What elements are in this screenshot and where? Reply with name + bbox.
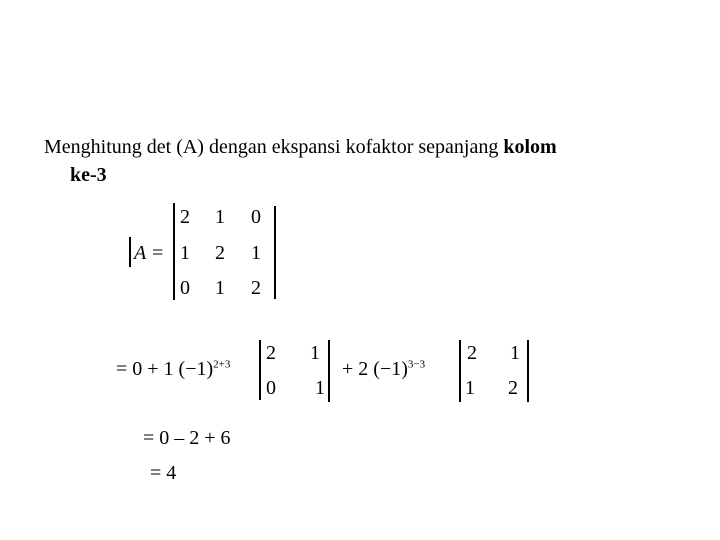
matrix-cell: 0	[251, 206, 261, 228]
matrix-cell: 2	[251, 277, 261, 299]
matrix-cell: 2	[215, 242, 225, 264]
matrix-cell: 1	[180, 242, 190, 264]
minor2-bar-right	[527, 340, 529, 402]
heading-line-1	[44, 134, 557, 160]
minor1-cell: 2	[266, 342, 276, 364]
minor2-cell: 2	[467, 342, 477, 364]
matrix-equals: =	[152, 242, 164, 264]
det-bar-left-a	[129, 237, 131, 267]
exponent-2: 3−3	[407, 358, 426, 371]
minor2-cell: 1	[465, 377, 475, 399]
heading-line-2: ke-3	[70, 164, 107, 186]
heading-text: Menghitung det (A) dengan ekspansi kofaktor sepanjang	[44, 136, 504, 158]
minor1-bar-left	[259, 340, 261, 400]
minor2-cell: 2	[508, 377, 518, 399]
result-line-1: = 0 – 2 + 6	[143, 427, 231, 449]
matrix-cell: 1	[215, 277, 225, 299]
minor2-bar-left	[459, 340, 461, 402]
expansion-second-term	[342, 358, 425, 381]
minor1-cell: 0	[266, 377, 276, 399]
minor1-cell: 1	[310, 342, 320, 364]
matrix-cell: 2	[180, 206, 190, 228]
expansion-plus-text: + 2 (−1)	[342, 358, 408, 380]
expansion-prefix-text: = 0 + 1 (−1)	[116, 358, 214, 380]
matrix-cell: 0	[180, 277, 190, 299]
matrix-cell: 1	[215, 206, 225, 228]
result-line-2: = 4	[150, 462, 177, 484]
matrix-symbol: A	[134, 242, 147, 264]
minor2-cell: 1	[510, 342, 520, 364]
matrix-cell: 1	[251, 242, 261, 264]
det-bar-right	[274, 206, 276, 299]
heading-bold-kolom: kolom	[503, 136, 557, 158]
minor1-cell: 1	[315, 377, 325, 399]
exponent-1: 2+3	[213, 358, 231, 371]
det-bar-left	[173, 203, 175, 300]
expansion-prefix	[116, 358, 230, 381]
minor1-bar-right	[328, 340, 330, 402]
